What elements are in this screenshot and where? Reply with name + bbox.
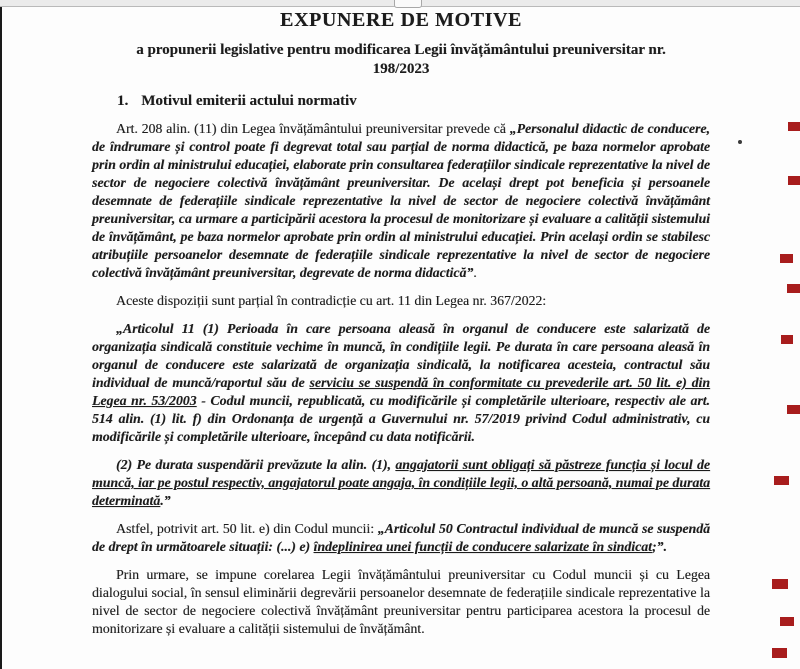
- ink-speck: [738, 140, 742, 144]
- quote-segment: „Articolul 11 (1) Perioada în care persoana aleasă în organul de conducere este salarizată de organizația sindicală constituie vechime în muncă, în condițiile legii. Pe durata în care persoana aleasă în organul de conducere este salarizată de organizația sindicală, la notificarea acesteia, contractul său individual de muncă/raportul său de: [92, 321, 710, 390]
- paragraph-end-text: .: [473, 265, 477, 280]
- paragraph-astfel: [92, 520, 710, 556]
- quote-segment: .”: [160, 493, 171, 508]
- red-margin-mark: [787, 405, 800, 414]
- paragraph-lead-text: Astfel, potrivit art. 50 lit. e) din Codul muncii:: [116, 521, 378, 536]
- red-margin-mark: [774, 476, 789, 485]
- red-margin-mark: [772, 648, 787, 658]
- quoted-law-text: „Personalul didactic de conducere, de îndrumare și control poate fi degrevat total sau parțial de norma didactică, pe baza normelor aprobate prin ordin al ministrului educației, elaborate prin consultarea federațiilor sindicale reprezentative la nivel de sector de negociere colectivă învățământ preuniversitar. De același drept pot beneficia și persoanele desemnate de federațiile sindicale reprezentative la nivel de sector de negociere colectivă învățământ preuniversitar, ca urmare a participării acestora la procesul de monitorizare și evaluare a calității sistemului de învățământ, pe baza normelor aprobate prin ordin al ministrului educației. Prin același ordin se stabilesc atribuțiile persoanelor desemnate de federațiile sindicale reprezentative la nivel de sector de negociere colectivă învățământ preuniversitar, degrevate de norma didactică”: [92, 121, 710, 280]
- section-heading-label: Motivul emiterii actului normativ: [141, 93, 357, 109]
- underlined-law-reference: serviciu se suspendă în conformitate cu prevederile art. 50 lit. e) din Legea nr. 53/2003: [92, 375, 711, 408]
- red-margin-mark: [780, 254, 793, 263]
- quote-segment: ;”.: [651, 539, 667, 554]
- paragraph-conclusion: Prin urmare, se impune corelarea Legii învățământului preuniversitar cu Codul muncii și cu Legea dialogului social, în sensul eliminării degrevării persoanelor desemnate de federațiile sindicale reprezentative la nivel de sector de negociere colectivă învățământ preuniversitar pentru participarea acestora la procesul de monitorizare și evaluare a calității sistemului de învățământ.: [92, 567, 710, 636]
- quote-segment: (2) Pe durata suspendării prevăzute la alin. (1),: [116, 457, 396, 472]
- red-margin-mark: [781, 335, 793, 344]
- section-number: 1.: [117, 93, 129, 109]
- quote-segment: „Articolul 50 Contractul individual de muncă se suspendă de drept în următoarele situații: (...) e): [92, 521, 710, 554]
- red-margin-mark: [780, 617, 794, 626]
- paragraph-articolul-11: [92, 320, 710, 446]
- document-title: EXPUNERE DE MOTIVE: [280, 9, 522, 31]
- scrollbar-handle[interactable]: [394, 0, 422, 8]
- subtitle-line-1: a propunerii legislative pentru modificarea Legii învățământului preuniversitar nr.: [136, 42, 666, 58]
- page-scan-edge-line: [0, 7, 2, 669]
- paragraph-lead-text: Art. 208 alin. (11) din Legea învățământului preuniversitar prevede că: [116, 121, 510, 136]
- underlined-obligation-text: angajatorii sunt obligați să păstreze funcția și locul de muncă, iar pe postul respectiv, angajatorul poate angaja, în condițiile legii, o altă persoană, numai pe durata determinată: [92, 457, 710, 508]
- quote-segment: - Codul muncii, republicată, cu modificările și completările ulterioare, respectiv ale art. 514 alin. (1) lit. f) din Ordonanța de urgență a Guvernului nr. 57/2019 privind Codul administrativ, cu modificările și completările ulterioare, începând cu data notificării.: [92, 393, 710, 444]
- paragraph-contradiction: Aceste dispoziții sunt parțial în contradicție cu art. 11 din Legea nr. 367/2022:: [116, 293, 547, 308]
- red-margin-mark: [788, 122, 800, 131]
- paragraph-art-208: [92, 120, 710, 282]
- red-margin-mark: [788, 176, 800, 185]
- document-content: [92, 8, 710, 638]
- paragraph-alin-2: [92, 456, 710, 510]
- document-subtitle: [92, 41, 710, 79]
- red-margin-mark: [772, 579, 788, 589]
- red-margin-mark: [787, 284, 800, 293]
- section-heading: [117, 93, 710, 110]
- viewer-top-strip: [0, 0, 800, 7]
- underlined-sindicat-text: îndeplinirea unei funcții de conducere salarizate în sindicat: [313, 539, 652, 554]
- subtitle-line-2: 198/2023: [372, 61, 430, 77]
